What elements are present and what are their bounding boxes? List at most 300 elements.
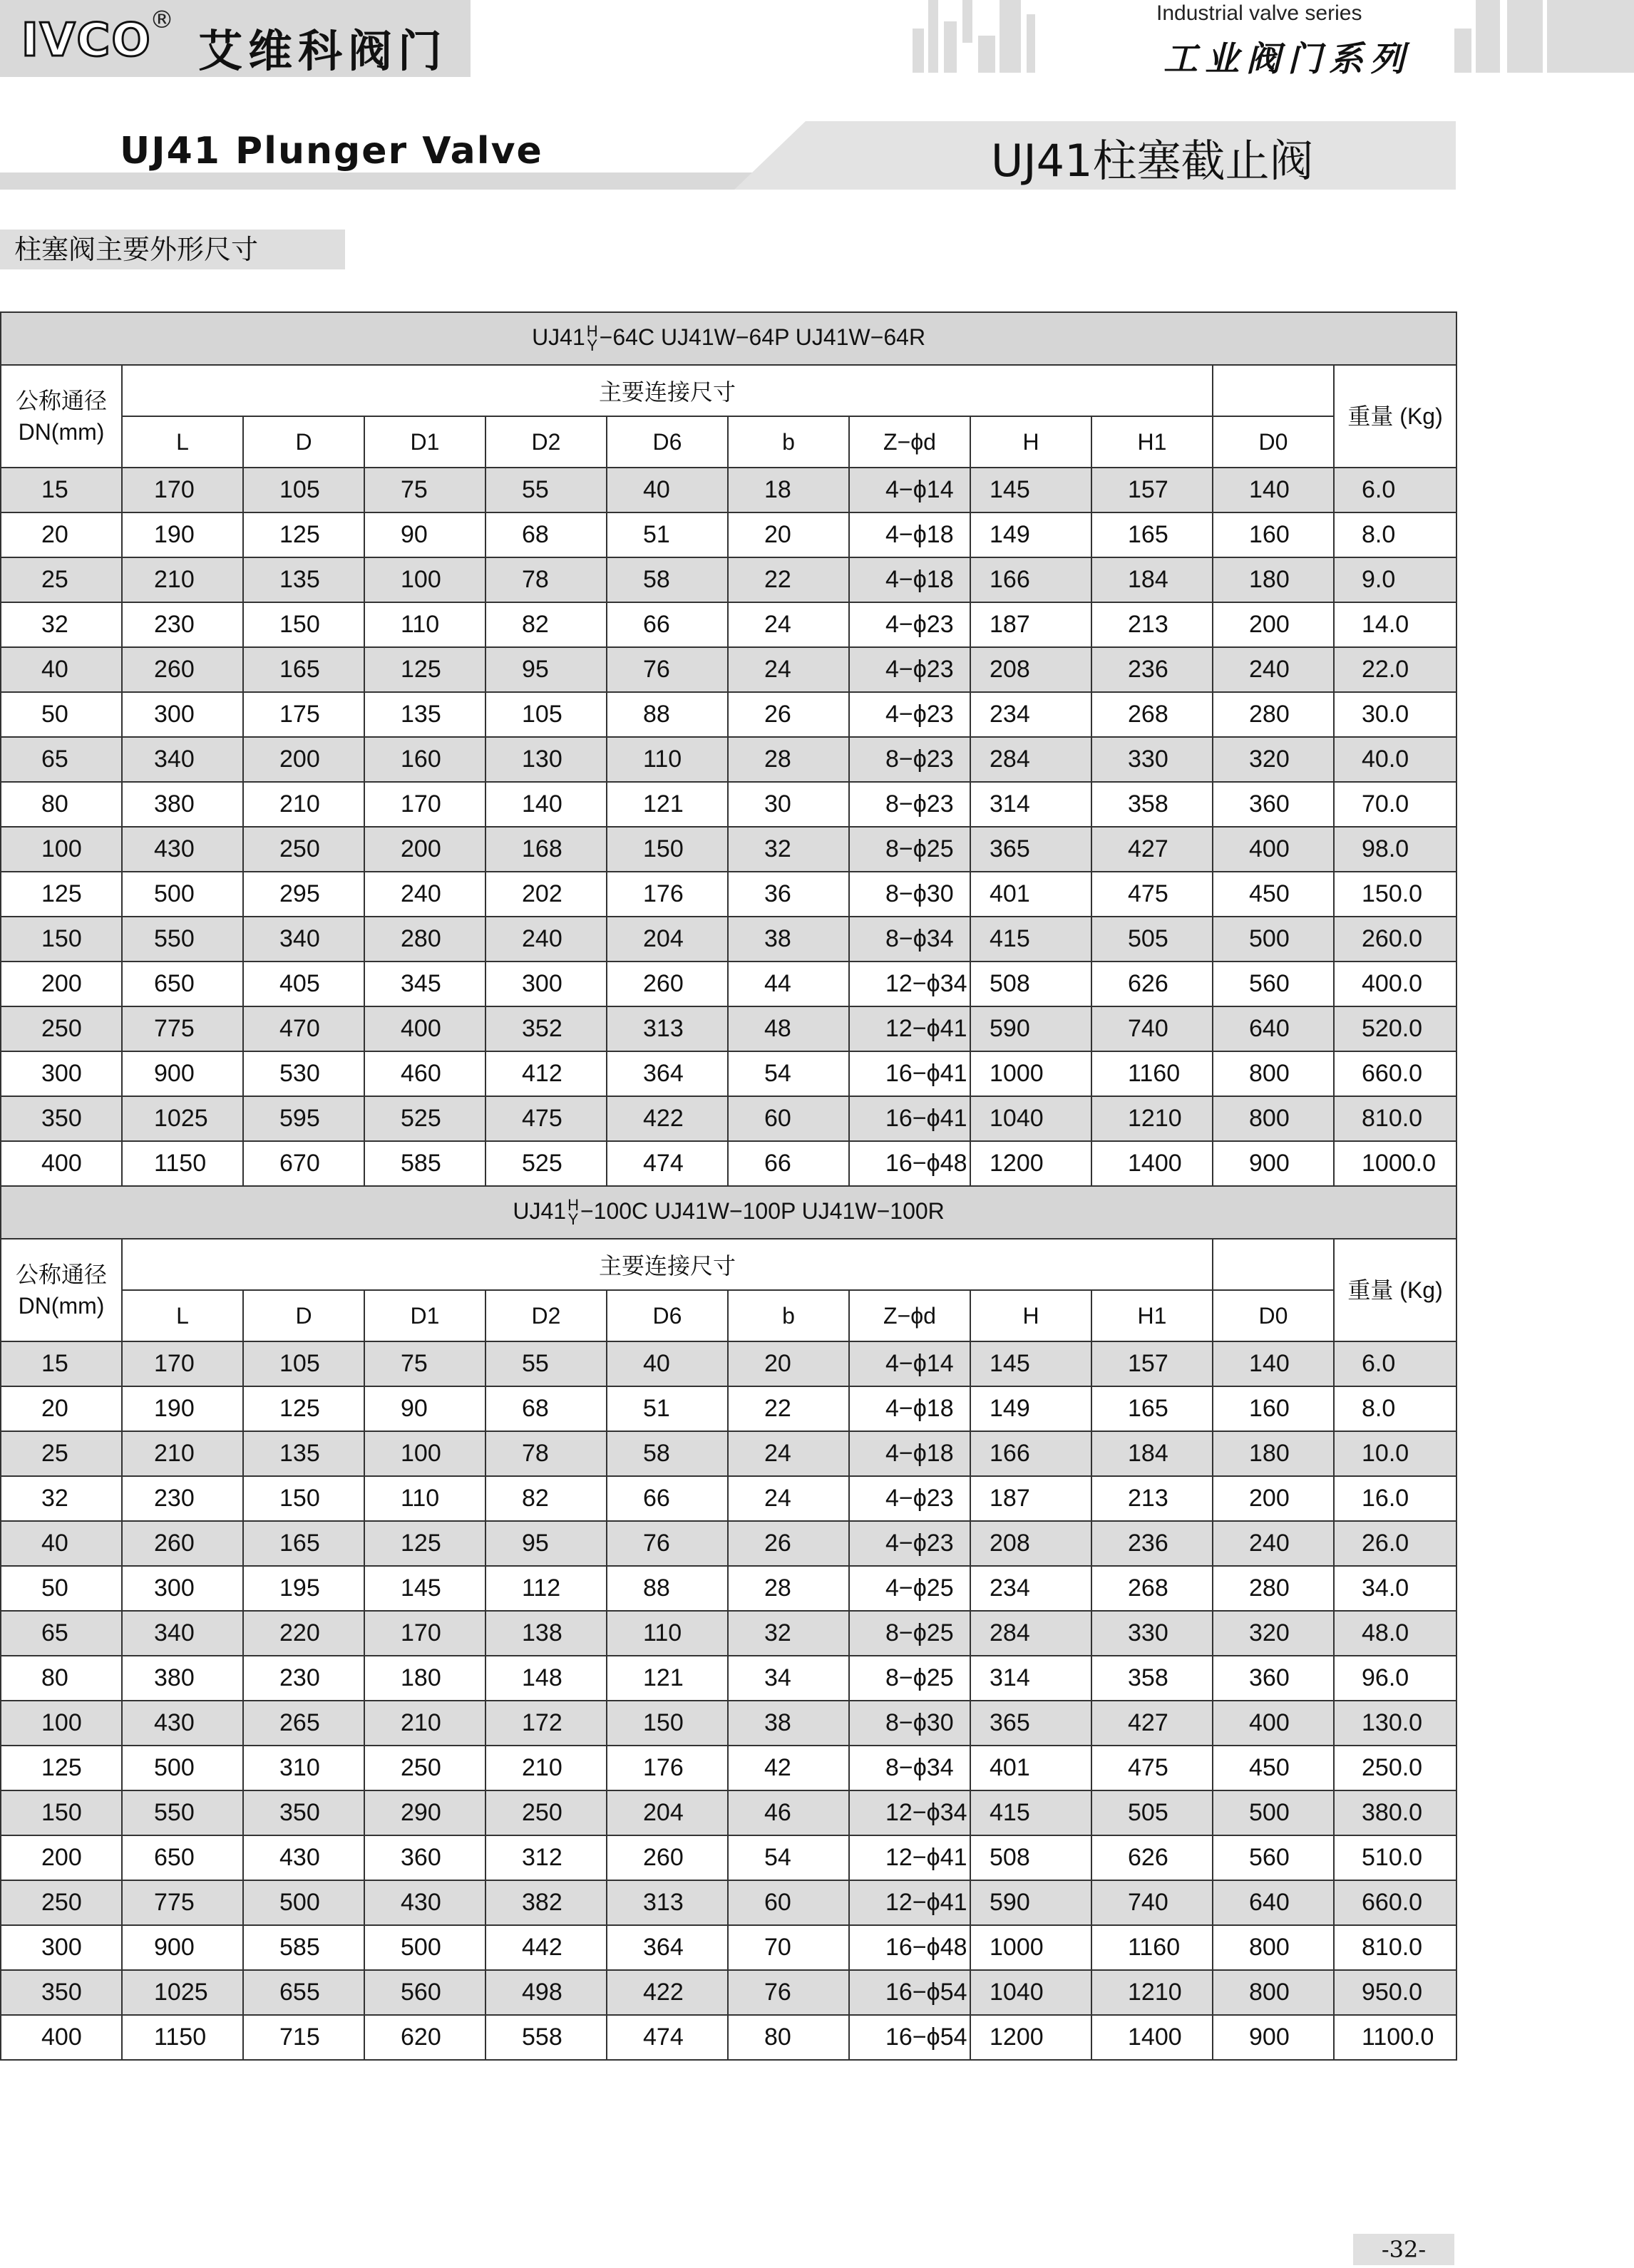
table-row	[1, 827, 1456, 872]
table-row	[1, 1925, 1456, 1970]
table-cell: 170	[122, 468, 243, 512]
table-cell: 400	[1, 2015, 122, 2060]
table-cell: 176	[607, 1746, 728, 1790]
col-header-h1: H1	[1091, 1290, 1213, 1341]
table-cell: 60	[728, 1096, 849, 1141]
table-cell: 51	[607, 1386, 728, 1431]
main-dimensions-header: 主要连接尺寸	[122, 1239, 1213, 1290]
table-cell: 121	[607, 782, 728, 827]
col-header-d: D	[243, 416, 364, 468]
model-prefix: UJ41	[513, 1197, 567, 1224]
table-cell: 90	[364, 1386, 485, 1431]
table-cell: 12−ϕ41	[849, 1880, 970, 1925]
table-cell: 135	[243, 557, 364, 602]
table-cell: 50	[1, 1566, 122, 1611]
weight-column-header: 重量 (Kg)	[1334, 1239, 1456, 1341]
table-row	[1, 1970, 1456, 2015]
table-row	[1, 1476, 1456, 1521]
table-cell: 1160	[1091, 1051, 1213, 1096]
table-cell: 98.0	[1334, 827, 1456, 872]
registered-mark: ®	[150, 6, 174, 34]
table-cell: 213	[1091, 1476, 1213, 1521]
table-cell: 300	[1, 1925, 122, 1970]
model-material-stack	[567, 1198, 579, 1227]
table-cell: 520.0	[1334, 1006, 1456, 1051]
dn-column-header: 公称通径 DN(mm)	[1, 365, 122, 468]
brand-chinese-name: 艾维科阀门	[198, 25, 448, 77]
page-title-english: UJ41 Plunger Valve	[120, 130, 543, 172]
table-cell: 500	[243, 1880, 364, 1925]
table-cell: 8−ϕ34	[849, 1746, 970, 1790]
table-cell: 240	[364, 872, 485, 917]
table-cell: 260	[122, 647, 243, 692]
table-cell: 210	[485, 1746, 607, 1790]
table-cell: 350	[243, 1790, 364, 1835]
table-cell: 1000	[970, 1925, 1091, 1970]
table-cell: 415	[970, 1790, 1091, 1835]
table-cell: 24	[728, 602, 849, 647]
table-cell: 210	[122, 1431, 243, 1476]
table-cell: 135	[364, 692, 485, 737]
table-row	[1, 1835, 1456, 1880]
table-cell: 474	[607, 1141, 728, 1186]
table-cell: 160	[1213, 512, 1334, 557]
table-cell: 364	[607, 1925, 728, 1970]
table-cell: 1210	[1091, 1970, 1213, 2015]
table-cell: 320	[1213, 1611, 1334, 1656]
table-cell: 54	[728, 1051, 849, 1096]
table-cell: 76	[607, 647, 728, 692]
table-cell: 280	[1213, 692, 1334, 737]
table-cell: 180	[1213, 557, 1334, 602]
table-cell: 32	[1, 602, 122, 647]
table-cell: 60	[728, 1880, 849, 1925]
table-cell: 8−ϕ30	[849, 872, 970, 917]
table-cell: 110	[607, 737, 728, 782]
col-header-h: H	[970, 416, 1091, 468]
table-cell: 314	[970, 782, 1091, 827]
table-cell: 430	[122, 827, 243, 872]
table-cell: 380.0	[1334, 1790, 1456, 1835]
table-cell: 508	[970, 1835, 1091, 1880]
table-cell: 32	[1, 1476, 122, 1521]
table-cell: 150.0	[1334, 872, 1456, 917]
table-cell: 180	[1213, 1431, 1334, 1476]
table-cell: 30	[728, 782, 849, 827]
col-header-l: L	[122, 416, 243, 468]
table-cell: 900	[122, 1051, 243, 1096]
table-cell: 25	[1, 557, 122, 602]
table-cell: 590	[970, 1006, 1091, 1051]
table-cell: 585	[364, 1141, 485, 1186]
table-cell: 48	[728, 1006, 849, 1051]
table-cell: 165	[243, 1521, 364, 1566]
table-cell: 8−ϕ30	[849, 1701, 970, 1746]
table-row	[1, 1656, 1456, 1701]
table-cell: 365	[970, 1701, 1091, 1746]
table-row	[1, 468, 1456, 512]
table-cell: 510.0	[1334, 1835, 1456, 1880]
table-cell: 190	[122, 1386, 243, 1431]
col-header-b: b	[728, 1290, 849, 1341]
table-cell: 230	[122, 1476, 243, 1521]
table-cell: 4−ϕ14	[849, 468, 970, 512]
table-cell: 1100.0	[1334, 2015, 1456, 2060]
table-cell: 100	[1, 827, 122, 872]
table-cell: 46	[728, 1790, 849, 1835]
table-cell: 175	[243, 692, 364, 737]
table-cell: 168	[485, 827, 607, 872]
table-row	[1, 737, 1456, 782]
table-cell: 670	[243, 1141, 364, 1186]
col-header-z-d: Z−ϕd	[849, 416, 970, 468]
table-cell: 66	[728, 1141, 849, 1186]
table-row	[1, 917, 1456, 962]
table-cell: 950.0	[1334, 1970, 1456, 2015]
model-sup: H	[586, 322, 598, 341]
table-row	[1, 872, 1456, 917]
table-cell: 800	[1213, 1051, 1334, 1096]
table-cell: 427	[1091, 1701, 1213, 1746]
table-cell: 560	[1213, 962, 1334, 1006]
table-cell: 180	[364, 1656, 485, 1701]
table-cell: 55	[485, 1341, 607, 1386]
table-cell: 16−ϕ54	[849, 1970, 970, 2015]
table-cell: 18	[728, 468, 849, 512]
col-header-d0: D0	[1213, 1290, 1334, 1341]
table-cell: 412	[485, 1051, 607, 1096]
table-cell: 300	[485, 962, 607, 1006]
table-cell: 430	[243, 1835, 364, 1880]
table-cell: 42	[728, 1746, 849, 1790]
table-cell: 157	[1091, 468, 1213, 512]
table-cell: 430	[122, 1701, 243, 1746]
table-cell: 500	[122, 1746, 243, 1790]
table-cell: 105	[243, 468, 364, 512]
table-cell: 4−ϕ23	[849, 1521, 970, 1566]
table-cell: 240	[1213, 1521, 1334, 1566]
table-cell: 810.0	[1334, 1096, 1456, 1141]
table-cell: 660.0	[1334, 1880, 1456, 1925]
table-cell: 88	[607, 1566, 728, 1611]
table-cell: 26	[728, 1521, 849, 1566]
table-cell: 240	[1213, 647, 1334, 692]
table-cell: 4−ϕ18	[849, 512, 970, 557]
series-chinese: 工业阀门系列	[1163, 39, 1412, 79]
table-cell: 1150	[122, 2015, 243, 2060]
table-cell: 12−ϕ34	[849, 1790, 970, 1835]
table-cell: 525	[485, 1141, 607, 1186]
table-cell: 314	[970, 1656, 1091, 1701]
table-cell: 360	[1213, 782, 1334, 827]
brand-logo: IVCO	[21, 14, 152, 67]
table-cell: 810.0	[1334, 1925, 1456, 1970]
col-header-d1: D1	[364, 1290, 485, 1341]
table-cell: 250.0	[1334, 1746, 1456, 1790]
table-cell: 50	[1, 692, 122, 737]
table-cell: 442	[485, 1925, 607, 1970]
table-cell: 4−ϕ18	[849, 557, 970, 602]
col-header-d6: D6	[607, 416, 728, 468]
table-cell: 38	[728, 1701, 849, 1746]
table-cell: 498	[485, 1970, 607, 2015]
table-cell: 6.0	[1334, 1341, 1456, 1386]
table-cell: 4−ϕ18	[849, 1431, 970, 1476]
table-cell: 66	[607, 1476, 728, 1521]
table-row	[1, 1880, 1456, 1925]
model-material-stack	[587, 324, 598, 353]
table-cell: 268	[1091, 692, 1213, 737]
table-cell: 530	[243, 1051, 364, 1096]
table-row	[1, 1096, 1456, 1141]
table-cell: 105	[243, 1341, 364, 1386]
table-cell: 558	[485, 2015, 607, 2060]
table-cell: 210	[243, 782, 364, 827]
table-cell: 475	[1091, 872, 1213, 917]
table-cell: 560	[1213, 1835, 1334, 1880]
table-cell: 150	[243, 602, 364, 647]
table-cell: 250	[364, 1746, 485, 1790]
table-cell: 176	[607, 872, 728, 917]
table-cell: 1025	[122, 1096, 243, 1141]
table-cell: 22	[728, 1386, 849, 1431]
table-cell: 145	[970, 1341, 1091, 1386]
table-cell: 4−ϕ18	[849, 1386, 970, 1431]
table-cell: 401	[970, 1746, 1091, 1790]
table-cell: 125	[1, 1746, 122, 1790]
blank-header-cell	[1213, 365, 1334, 416]
dimension-header-row	[1, 1290, 1456, 1341]
brand-header	[0, 0, 471, 77]
table-cell: 170	[364, 1611, 485, 1656]
table-cell: 20	[728, 1341, 849, 1386]
table-cell: 626	[1091, 1835, 1213, 1880]
table-cell: 800	[1213, 1925, 1334, 1970]
table-cell: 160	[1213, 1386, 1334, 1431]
col-header-l: L	[122, 1290, 243, 1341]
table-cell: 68	[485, 1386, 607, 1431]
table-cell: 4−ϕ23	[849, 692, 970, 737]
table-cell: 500	[122, 872, 243, 917]
table-cell: 422	[607, 1096, 728, 1141]
series-english: Industrial valve series	[1156, 1, 1362, 25]
table-cell: 500	[1213, 917, 1334, 962]
table-cell: 340	[243, 917, 364, 962]
table-cell: 148	[485, 1656, 607, 1701]
table-cell: 358	[1091, 1656, 1213, 1701]
table-cell: 312	[485, 1835, 607, 1880]
table-cell: 95	[485, 647, 607, 692]
table-cell: 16−ϕ41	[849, 1051, 970, 1096]
table-cell: 157	[1091, 1341, 1213, 1386]
table-cell: 165	[1091, 512, 1213, 557]
table-cell: 595	[243, 1096, 364, 1141]
table-cell: 82	[485, 602, 607, 647]
weight-column-header: 重量 (Kg)	[1334, 365, 1456, 468]
table-row	[1, 782, 1456, 827]
table-cell: 550	[122, 1790, 243, 1835]
table-cell: 640	[1213, 1006, 1334, 1051]
table-cell: 250	[1, 1006, 122, 1051]
table-cell: 620	[364, 2015, 485, 2060]
table-cell: 121	[607, 1656, 728, 1701]
table-cell: 313	[607, 1006, 728, 1051]
table-cell: 8.0	[1334, 512, 1456, 557]
table-cell: 75	[364, 468, 485, 512]
table-cell: 34	[728, 1656, 849, 1701]
col-header-d0: D0	[1213, 416, 1334, 468]
table-cell: 66	[607, 602, 728, 647]
table-cell: 352	[485, 1006, 607, 1051]
table-row	[1, 602, 1456, 647]
table-cell: 1000.0	[1334, 1141, 1456, 1186]
table-cell: 900	[1213, 2015, 1334, 2060]
table-cell: 800	[1213, 1970, 1334, 2015]
table-cell: 166	[970, 557, 1091, 602]
table-cell: 380	[122, 1656, 243, 1701]
model-designation	[1, 1186, 1456, 1239]
table-row	[1, 692, 1456, 737]
table-cell: 1200	[970, 1141, 1091, 1186]
model-sub: Y	[567, 1210, 579, 1229]
table-cell: 12−ϕ34	[849, 962, 970, 1006]
table-cell: 250	[1, 1880, 122, 1925]
table-cell: 20	[1, 512, 122, 557]
page-number: -32-	[1353, 2234, 1454, 2265]
table-cell: 70.0	[1334, 782, 1456, 827]
table-cell: 280	[364, 917, 485, 962]
table-cell: 310	[243, 1746, 364, 1790]
table-cell: 8−ϕ34	[849, 917, 970, 962]
table-cell: 8−ϕ25	[849, 1611, 970, 1656]
table-cell: 16−ϕ48	[849, 1925, 970, 1970]
table-cell: 110	[607, 1611, 728, 1656]
table-cell: 380	[122, 782, 243, 827]
table-cell: 65	[1, 1611, 122, 1656]
table-cell: 360	[364, 1835, 485, 1880]
table-row	[1, 1341, 1456, 1386]
table-cell: 202	[485, 872, 607, 917]
table-cell: 96.0	[1334, 1656, 1456, 1701]
table-cell: 110	[364, 602, 485, 647]
table-cell: 8−ϕ23	[849, 737, 970, 782]
model-sup: H	[567, 1196, 579, 1215]
table-cell: 585	[243, 1925, 364, 1970]
table-cell: 400.0	[1334, 962, 1456, 1006]
table-cell: 170	[122, 1341, 243, 1386]
table-row	[1, 647, 1456, 692]
table-cell: 140	[1213, 468, 1334, 512]
table-cell: 34.0	[1334, 1566, 1456, 1611]
table-cell: 12−ϕ41	[849, 1006, 970, 1051]
table-cell: 38	[728, 917, 849, 962]
table-cell: 8.0	[1334, 1386, 1456, 1431]
table-cell: 1160	[1091, 1925, 1213, 1970]
table-cell: 58	[607, 1431, 728, 1476]
table-cell: 28	[728, 1566, 849, 1611]
table-cell: 4−ϕ23	[849, 647, 970, 692]
col-header-d: D	[243, 1290, 364, 1341]
table-cell: 400	[1213, 1701, 1334, 1746]
table-cell: 290	[364, 1790, 485, 1835]
table-cell: 280	[1213, 1566, 1334, 1611]
table-cell: 260	[122, 1521, 243, 1566]
table-cell: 4−ϕ23	[849, 1476, 970, 1521]
table-cell: 150	[1, 1790, 122, 1835]
table-cell: 230	[243, 1656, 364, 1701]
table-row	[1, 1051, 1456, 1096]
table-cell: 345	[364, 962, 485, 1006]
table-cell: 160	[364, 737, 485, 782]
table-cell: 55	[485, 468, 607, 512]
table-cell: 240	[485, 917, 607, 962]
table-cell: 140	[1213, 1341, 1334, 1386]
table-cell: 208	[970, 647, 1091, 692]
table-row	[1, 1611, 1456, 1656]
header-row	[1, 1239, 1456, 1290]
table-cell: 200	[1213, 1476, 1334, 1521]
table-cell: 150	[607, 1701, 728, 1746]
table-cell: 1400	[1091, 1141, 1213, 1186]
table-cell: 505	[1091, 1790, 1213, 1835]
table-cell: 80	[1, 1656, 122, 1701]
table-cell: 1025	[122, 1970, 243, 2015]
col-header-b: b	[728, 416, 849, 468]
table-cell: 22.0	[1334, 647, 1456, 692]
table-cell: 505	[1091, 917, 1213, 962]
table-cell: 1150	[122, 1141, 243, 1186]
table-cell: 350	[1, 1096, 122, 1141]
table-cell: 16.0	[1334, 1476, 1456, 1521]
table-cell: 364	[607, 1051, 728, 1096]
table-cell: 330	[1091, 737, 1213, 782]
table-cell: 78	[485, 557, 607, 602]
table-cell: 260	[607, 1835, 728, 1880]
table-cell: 22	[728, 557, 849, 602]
dn-column-header: 公称通径 DN(mm)	[1, 1239, 122, 1341]
table-cell: 68	[485, 512, 607, 557]
title-band-left	[0, 172, 827, 190]
col-header-z-d: Z−ϕd	[849, 1290, 970, 1341]
table-cell: 210	[364, 1701, 485, 1746]
table-cell: 184	[1091, 1431, 1213, 1476]
table-cell: 28	[728, 737, 849, 782]
table-cell: 32	[728, 1611, 849, 1656]
table-cell: 560	[364, 1970, 485, 2015]
table-cell: 150	[1, 917, 122, 962]
table-cell: 200	[364, 827, 485, 872]
header-row	[1, 365, 1456, 416]
table-cell: 16−ϕ41	[849, 1096, 970, 1141]
col-header-d2: D2	[485, 416, 607, 468]
table-cell: 10.0	[1334, 1431, 1456, 1476]
table-cell: 125	[364, 647, 485, 692]
table-cell: 8−ϕ23	[849, 782, 970, 827]
table-cell: 54	[728, 1835, 849, 1880]
table-cell: 650	[122, 1835, 243, 1880]
table-cell: 140	[485, 782, 607, 827]
table-cell: 184	[1091, 557, 1213, 602]
table-cell: 775	[122, 1880, 243, 1925]
table-cell: 260	[607, 962, 728, 1006]
section-label: 柱塞阀主要外形尺寸	[0, 230, 345, 269]
col-header-h: H	[970, 1290, 1091, 1341]
table-cell: 284	[970, 1611, 1091, 1656]
table-row	[1, 557, 1456, 602]
table-cell: 800	[1213, 1096, 1334, 1141]
table-cell: 525	[364, 1096, 485, 1141]
table-cell: 100	[364, 557, 485, 602]
